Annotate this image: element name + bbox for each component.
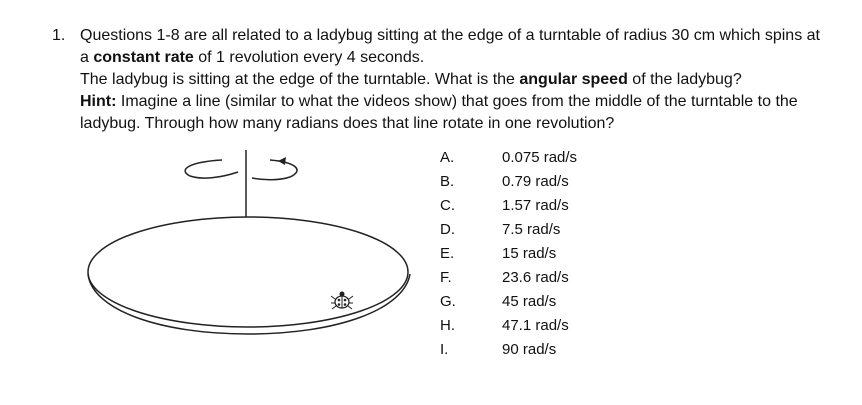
choice-value: 47.1 rad/s xyxy=(502,317,569,334)
choice-letter: H. xyxy=(440,317,455,334)
hint-label: Hint: xyxy=(80,93,117,110)
choice-g[interactable] xyxy=(440,290,640,314)
choice-value: 0.075 rad/s xyxy=(502,149,578,166)
choice-i[interactable] xyxy=(440,338,640,362)
choice-c[interactable] xyxy=(440,194,640,218)
turntable-figure xyxy=(80,150,425,345)
prompt-text-end: of the ladybug? xyxy=(627,71,742,88)
intro-text: Questions 1-8 are all related to a ladybug sitting at the edge of a turntable of radius 30 cm which spins at a xyxy=(80,27,820,66)
choice-letter: A. xyxy=(440,149,455,166)
turntable-top xyxy=(88,217,408,327)
choice-value: 15 rad/s xyxy=(502,245,557,262)
choice-letter: D. xyxy=(440,221,455,238)
choice-value: 23.6 rad/s xyxy=(502,269,569,286)
choice-letter: I. xyxy=(440,341,449,358)
choice-h[interactable] xyxy=(440,314,640,338)
choice-a[interactable] xyxy=(440,146,640,170)
arrowhead-icon xyxy=(278,157,286,165)
choice-letter: G. xyxy=(440,293,456,310)
choice-value: 0.79 rad/s xyxy=(502,173,569,190)
choice-e[interactable] xyxy=(440,242,640,266)
choice-value: 1.57 rad/s xyxy=(502,197,569,214)
choice-letter: C. xyxy=(440,197,455,214)
choice-value: 90 rad/s xyxy=(502,341,557,358)
choice-b[interactable] xyxy=(440,170,640,194)
choice-letter: F. xyxy=(440,269,452,286)
hint-text: Imagine a line (similar to what the videos show) that goes from the middle of the turntable to the ladybug. Through how many radians does that line rotate in one revolution? xyxy=(80,93,798,132)
intro-bold-text: constant rate xyxy=(93,49,194,66)
intro-text-end: of 1 revolution every 4 seconds. xyxy=(193,49,425,66)
choice-value: 7.5 rad/s xyxy=(502,221,561,238)
question-text xyxy=(80,25,820,135)
answer-choices xyxy=(440,146,640,362)
question-number: 1. xyxy=(52,27,66,44)
choice-letter: B. xyxy=(440,173,455,190)
rotation-arrow-icon xyxy=(185,160,297,180)
question-hint xyxy=(80,91,820,135)
choice-d[interactable] xyxy=(440,218,640,242)
question-prompt xyxy=(80,69,820,91)
choice-letter: E. xyxy=(440,245,455,262)
prompt-text: The ladybug is sitting at the edge of the turntable. What is the xyxy=(80,71,520,88)
choice-f[interactable] xyxy=(440,266,640,290)
prompt-bold-text: angular speed xyxy=(519,71,628,88)
choice-value: 45 rad/s xyxy=(502,293,557,310)
question-intro xyxy=(80,25,820,69)
